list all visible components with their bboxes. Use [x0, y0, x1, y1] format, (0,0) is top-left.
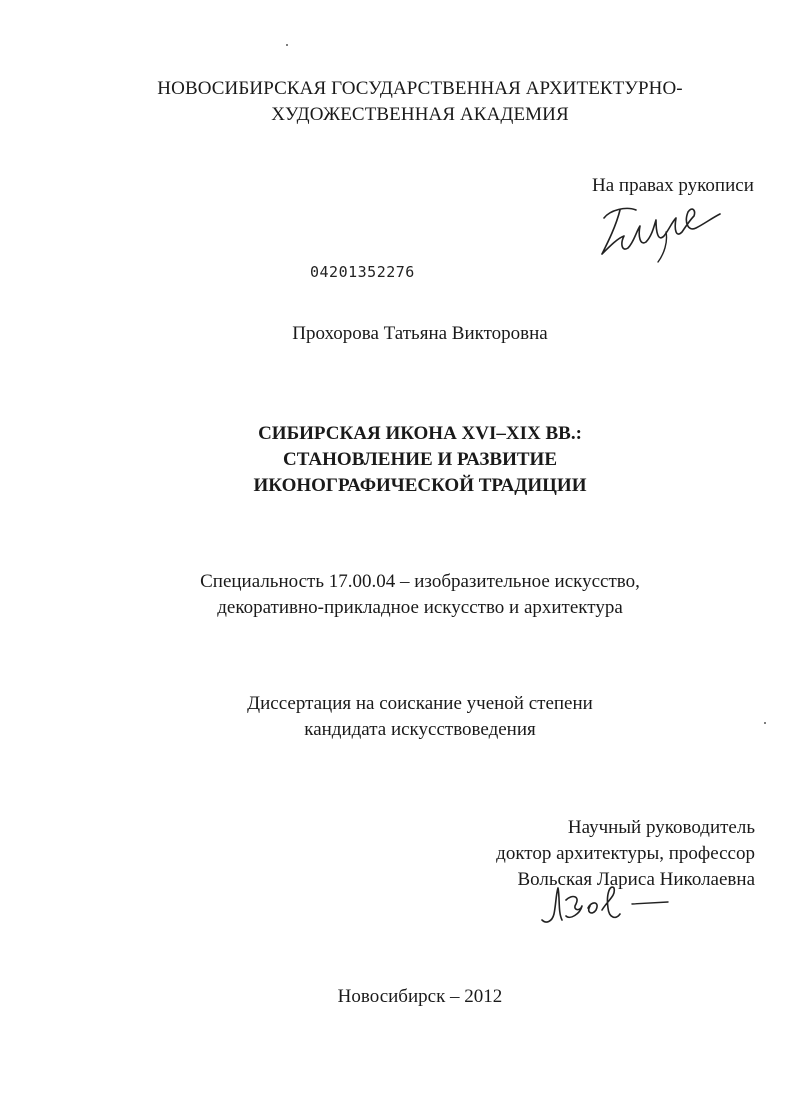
title-line-3: ИКОНОГРАФИЧЕСКОЙ ТРАДИЦИИ: [253, 475, 587, 496]
degree-line-2: кандидата искусствоведения: [304, 719, 536, 740]
specialty-line-2: декоративно-прикладное искусство и архитектура: [217, 597, 623, 618]
dissertation-title: [0, 421, 800, 499]
author-signature-icon: [596, 196, 726, 264]
institution-name: [0, 76, 800, 128]
advisor-degree: доктор архитектуры, профессор: [496, 843, 755, 864]
city-year: Новосибирск – 2012: [337, 986, 503, 1007]
institution-line-1: НОВОСИБИРСКАЯ ГОСУДАРСТВЕННАЯ АРХИТЕКТУРНО-: [157, 78, 683, 99]
title-line-2: СТАНОВЛЕНИЕ И РАЗВИТИЕ: [282, 449, 558, 470]
degree-statement: [0, 691, 800, 743]
author-name: Прохорова Татьяна Викторовна: [292, 323, 548, 344]
advisor-role: Научный руководитель: [567, 817, 755, 838]
degree-line-1: Диссертация на соискание ученой степени: [247, 693, 593, 714]
scan-speck: [286, 44, 288, 46]
institution-line-2: ХУДОЖЕСТВЕННАЯ АКАДЕМИЯ: [271, 104, 569, 125]
title-line-1: СИБИРСКАЯ ИКОНА XVI–XIX ВВ.:: [258, 423, 582, 444]
advisor-name: Вольская Лариса Николаевна: [517, 869, 755, 890]
advisor-signature-icon: [536, 880, 676, 930]
registration-number: 04201352276: [310, 263, 415, 281]
rights-note: На правах рукописи: [592, 175, 754, 196]
specialty-line-1: Специальность 17.00.04 – изобразительное искусство,: [200, 571, 640, 592]
specialty: [0, 569, 800, 621]
